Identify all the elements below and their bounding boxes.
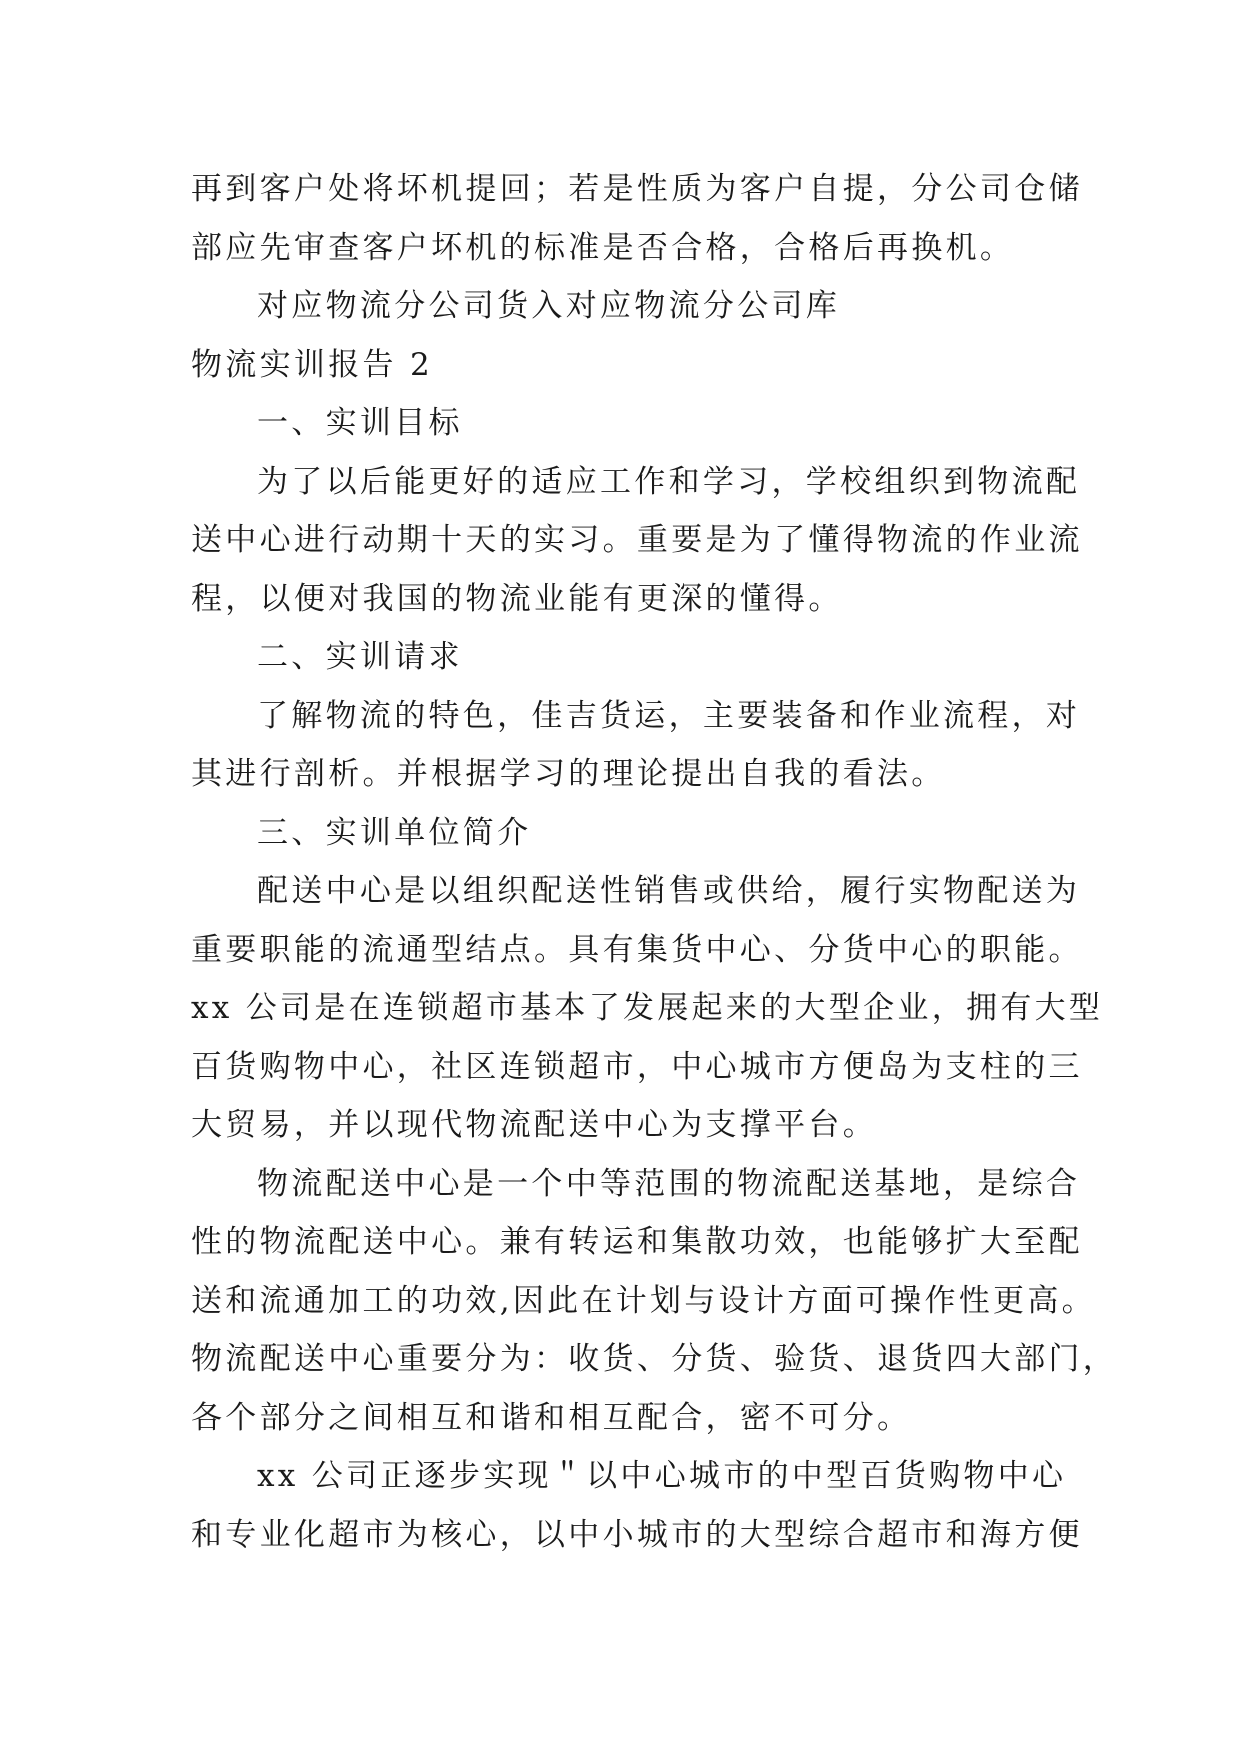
text-line: 物流配送中心是一个中等范围的物流配送基地，是综合 (257, 1165, 1081, 1202)
text-line: 了解物流的特色，佳吉货运，主要装备和作业流程，对 (257, 697, 1081, 734)
text-line: 再到客户处将坏机提回；若是性质为客户自提，分公司仓储 (191, 171, 1083, 207)
section-heading: 三、实训单位简介 (257, 814, 532, 851)
text-line: 物流配送中心重要分为：收货、分货、验货、退货四大部门， (191, 1341, 1118, 1377)
text-line: 百货购物中心，社区连锁超市，中心城市方便岛为支柱的三 (191, 1048, 1083, 1085)
text-line: 程，以便对我国的物流业能有更深的懂得。 (191, 580, 843, 617)
text-line: 送中心进行动期十天的实习。重要是为了懂得物流的作业流 (191, 522, 1083, 558)
text-line: 和专业化超市为核心，以中小城市的大型综合超市和海方便 (191, 1516, 1083, 1553)
text-line: 部应先审查客户坏机的标准是否合格，合格后再换机。 (191, 229, 1015, 266)
text-line: xx 公司正逐步实现＂以中心城市的中型百货购物中心 (257, 1458, 1067, 1494)
section-heading: 一、实训目标 (257, 405, 463, 441)
section-heading: 二、实训请求 (257, 639, 463, 675)
text-line: 为了以后能更好的适应工作和学习，学校组织到物流配 (257, 463, 1081, 500)
section-title: 物流实训报告 2 (191, 346, 433, 383)
text-line: 性的物流配送中心。兼有转运和集散功效，也能够扩大至配 (191, 1224, 1083, 1260)
text-line: 各个部分之间相互和谐和相互配合，密不可分。 (191, 1399, 912, 1436)
text-line: 重要职能的流通型结点。具有集货中心、分货中心的职能。 (191, 931, 1083, 968)
text-line: 送和流通加工的功效,因此在计划与设计方面可操作性更高。 (191, 1282, 1096, 1319)
text-line: 其进行剖析。并根据学习的理论提出自我的看法。 (191, 756, 946, 792)
text-line: 大贸易，并以现代物流配送中心为支撑平台。 (191, 1107, 877, 1143)
text-line: 配送中心是以组织配送性销售或供给，履行实物配送为 (257, 873, 1081, 909)
text-line: 对应物流分公司货入对应物流分公司库 (257, 288, 841, 324)
document-body (191, 160, 1118, 1564)
text-line: xx 公司是在连锁超市基本了发展起来的大型企业，拥有大型 (191, 990, 1104, 1026)
